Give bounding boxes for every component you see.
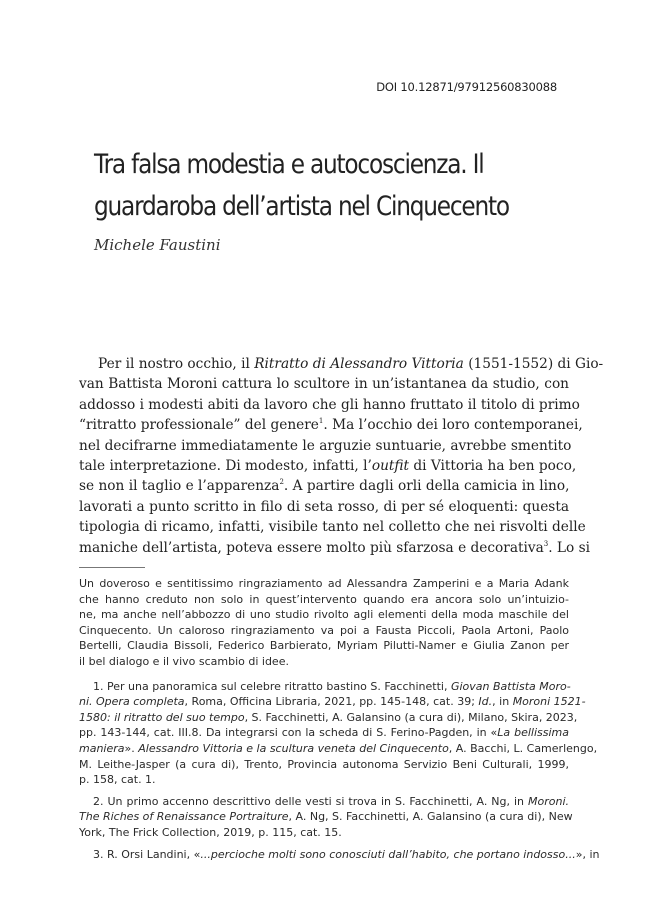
doi-header: DOI 10.12871/97912560830088 [376, 80, 557, 94]
note-line: ni. Opera completa, Roma, Officina Libraria, 2021, pp. 145-148, cat. 39; Id., in Moroni 1521- [79, 695, 586, 709]
author-name: Michele Faustini [94, 236, 221, 254]
note-line: ne, ma anche nell’abbozzo di uno studio rivolto agli elementi della moda maschile del [79, 608, 569, 622]
footnote-1 [79, 679, 598, 788]
body-line: se non il taglio e l’apparenza$^2$. A partire dagli orli della camicia in lino, [79, 478, 570, 495]
footnote-ref[interactable]: 3 [543, 539, 549, 548]
note-line: Cinquecento. Un caloroso ringraziamento va poi a Fausta Piccoli, Paola Artoni, Paolo [79, 623, 569, 637]
title-line: guardaroba dell’artista nel Cinquecento [94, 191, 509, 222]
footnotes [79, 576, 600, 868]
note-line: 2. Un primo accenno descrittivo delle vesti si trova in S. Facchinetti, A. Ng, in Moroni. [93, 794, 569, 808]
note-line: p. 158, cat. 1. [79, 773, 156, 787]
footnote-ref[interactable]: 1 [318, 417, 324, 426]
footnote-ref[interactable]: 2 [279, 478, 284, 487]
note-line: pp. 143-144, cat. III.8. Da integrarsi con la scheda di S. Ferino-Pagden, in «La bellissima [79, 726, 569, 740]
body-line: maniche dell’artista, poteva essere molto più sfarzosa e decorativa$^3$. Lo si [79, 539, 591, 556]
body-line: nel decifrarne immediatamente le arguzie suntuarie, avrebbe smentito [79, 437, 572, 454]
body-line: lavorati a punto scritto in filo di seta rosso, di per sé eloquenti: questa [79, 498, 569, 515]
note-line: 1580: il ritratto del suo tempo, S. Facchinetti, A. Galansino (a cura di), Milano, Skira, 2023, [79, 710, 578, 724]
note-line: The Riches of Renaissance Portraiture, A. Ng, S. Facchinetti, A. Galansino (a cura di), New [79, 810, 573, 824]
note-line: 1. Per una panoramica sul celebre ritratto bastino S. Facchinetti, Giovan Battista Moro- [93, 679, 571, 693]
note-line: il bel dialogo e il vivo scambio di idee. [79, 654, 289, 668]
body-line: “ritratto professionale” del genere$^1$. Ma l’occhio dei loro contemporanei, [79, 417, 583, 434]
acknowledgment-note [79, 576, 569, 670]
title-line: Tra falsa modestia e autocoscienza. Il [94, 149, 484, 180]
note-line: M. Leithe-Jasper (a cura di), Trento, Provincia autonoma Servizio Beni Culturali, 1999, [79, 757, 569, 771]
article-title [94, 144, 507, 228]
note-line: maniera». Alessandro Vittoria e la scultura veneta del Cinquecento, A. Bacchi, L. Camerlengo, [79, 741, 598, 755]
footnote-3 [79, 847, 600, 863]
note-line: Bertelli, Claudia Bissoli, Federico Barbierato, Myriam Pilutti-Namer e Giulia Zanon per [79, 639, 569, 653]
body-line: van Battista Moroni cattura lo scultore in un’istantanea da studio, con [79, 376, 569, 393]
footnote-2 [79, 794, 573, 841]
note-line: York, The Frick Collection, 2019, p. 115, cat. 15. [79, 825, 342, 839]
note-line: che hanno creduto non solo in quest’intervento quando era ancora solo un’intuizio- [79, 592, 569, 606]
body-line: addosso i modesti abiti da lavoro che gli hanno fruttato il titolo di primo [79, 396, 580, 413]
body-line: Per il nostro occhio, il Ritratto di Alessandro Vittoria (1551-1552) di Gio- [98, 356, 604, 372]
body-paragraph [79, 354, 604, 558]
note-line: 3. R. Orsi Landini, «...percioche molti sono conosciuti dall’habito, che portano indosso...», in [93, 847, 600, 861]
note-line: Un doveroso e sentitissimo ringraziamento ad Alessandra Zamperini e a Maria Adank [79, 577, 569, 590]
body-line: tipologia di ricamo, infatti, visibile tanto nel colletto che nei risvolti delle [79, 519, 586, 536]
body-line: tale interpretazione. Di modesto, infatti, l’outfit di Vittoria ha ben poco, [79, 458, 577, 475]
footnote-separator [79, 567, 145, 568]
